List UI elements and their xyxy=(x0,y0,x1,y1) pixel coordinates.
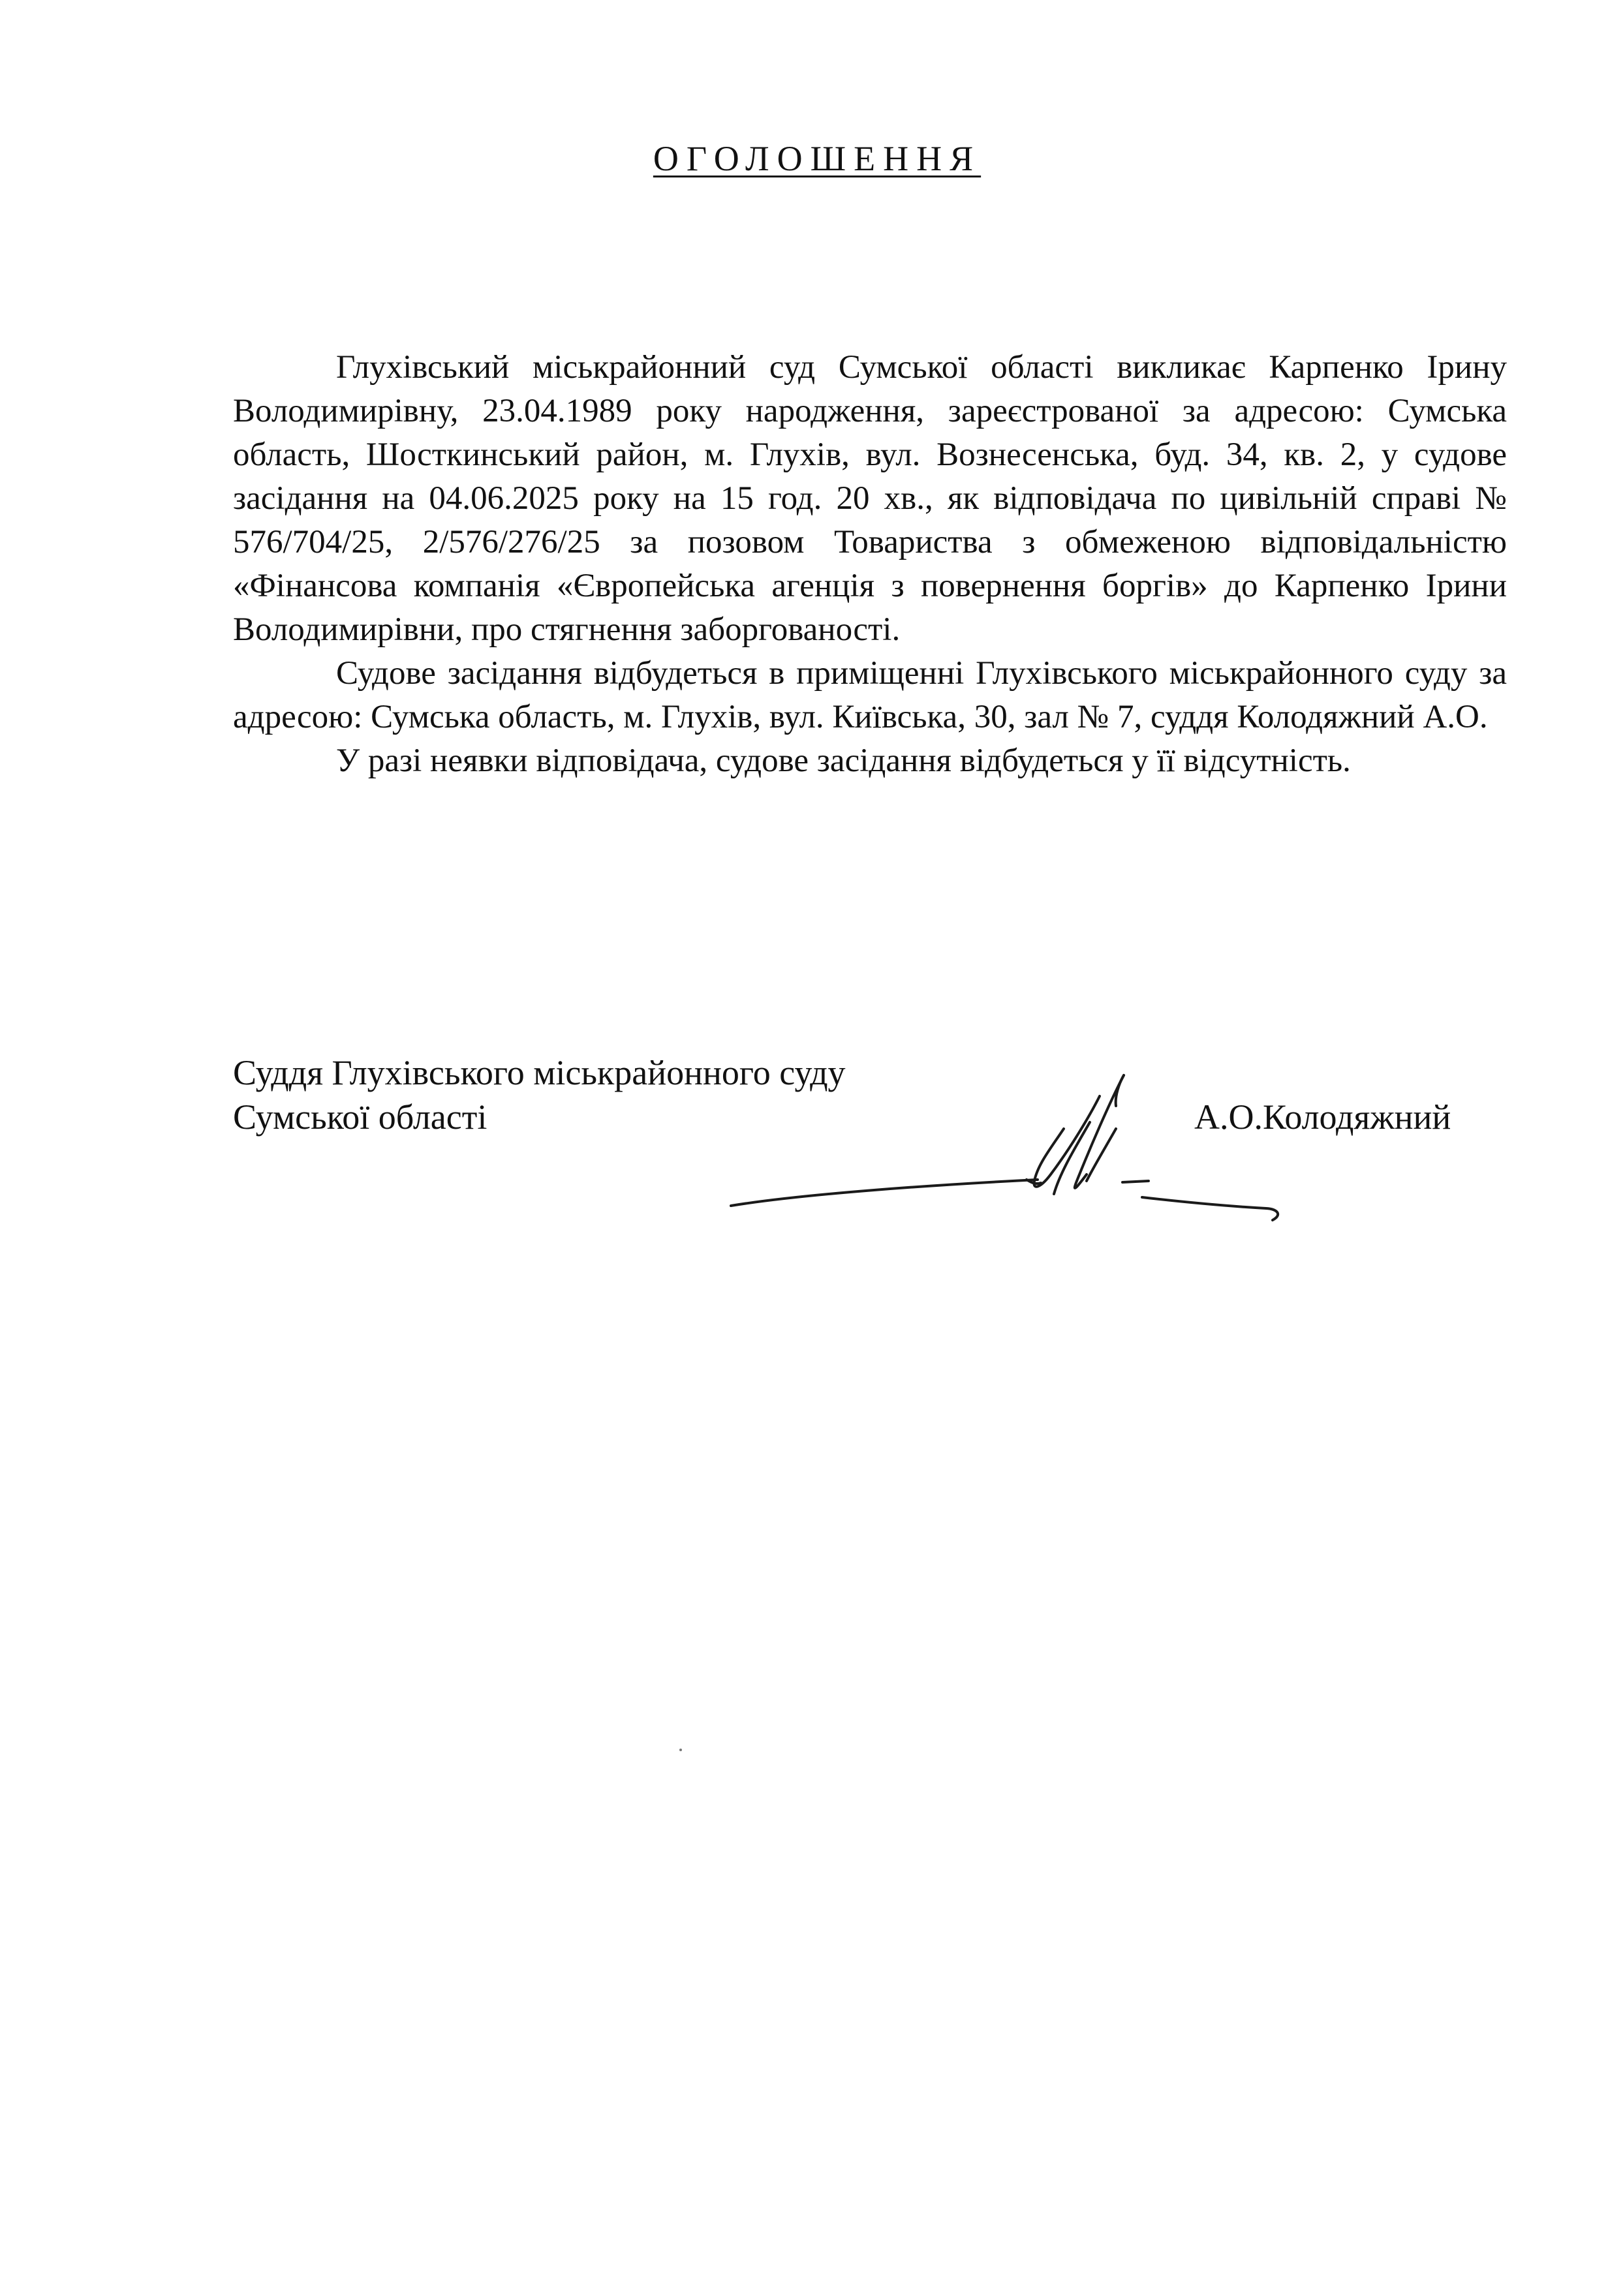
scan-speck xyxy=(679,1749,682,1751)
judge-position-line1: Суддя Глухівського міськрайонного суду xyxy=(233,1053,846,1092)
paragraph-summons: Глухівський міськрайонний суд Сумської області викликає Карпенко Ірину Володимирівну, 23.04.1989 року народження, зареєстрованої за адресою: Сумська область, Шосткинський район, м. Глухів, вул. Вознесенська, буд. 34, кв. 2, у судове засідання на 04.06.2025 року на 15 год. 20 хв., як відповідача по цивільній справі № 576/704/25, 2/576/276/25 за позовом Товариства з обмеженою відповідальністю «Фінансова компанія «Європейська агенція з повернення боргів» до Карпенко Ірини Володимирівни, про стягнення заборгованості. xyxy=(233,349,1507,648)
judge-position-line2: Сумської області xyxy=(233,1097,487,1137)
paragraph-absence: У разі неявки відповідача, судове засідання відбудеться у її відсутність. xyxy=(336,742,1351,779)
handwritten-signature xyxy=(724,1057,1312,1227)
judge-name: А.О.Колодяжний xyxy=(1194,1097,1451,1137)
document-title: ОГОЛОШЕННЯ xyxy=(653,139,982,178)
paragraph-location: Судове засідання відбудеться в приміщенні Глухівського міськрайонного суду за адресою: Сумська область, м. Глухів, вул. Київська, 30, зал № 7, суддя Колодяжний А.О. xyxy=(233,655,1507,735)
notice-body xyxy=(233,346,1507,783)
